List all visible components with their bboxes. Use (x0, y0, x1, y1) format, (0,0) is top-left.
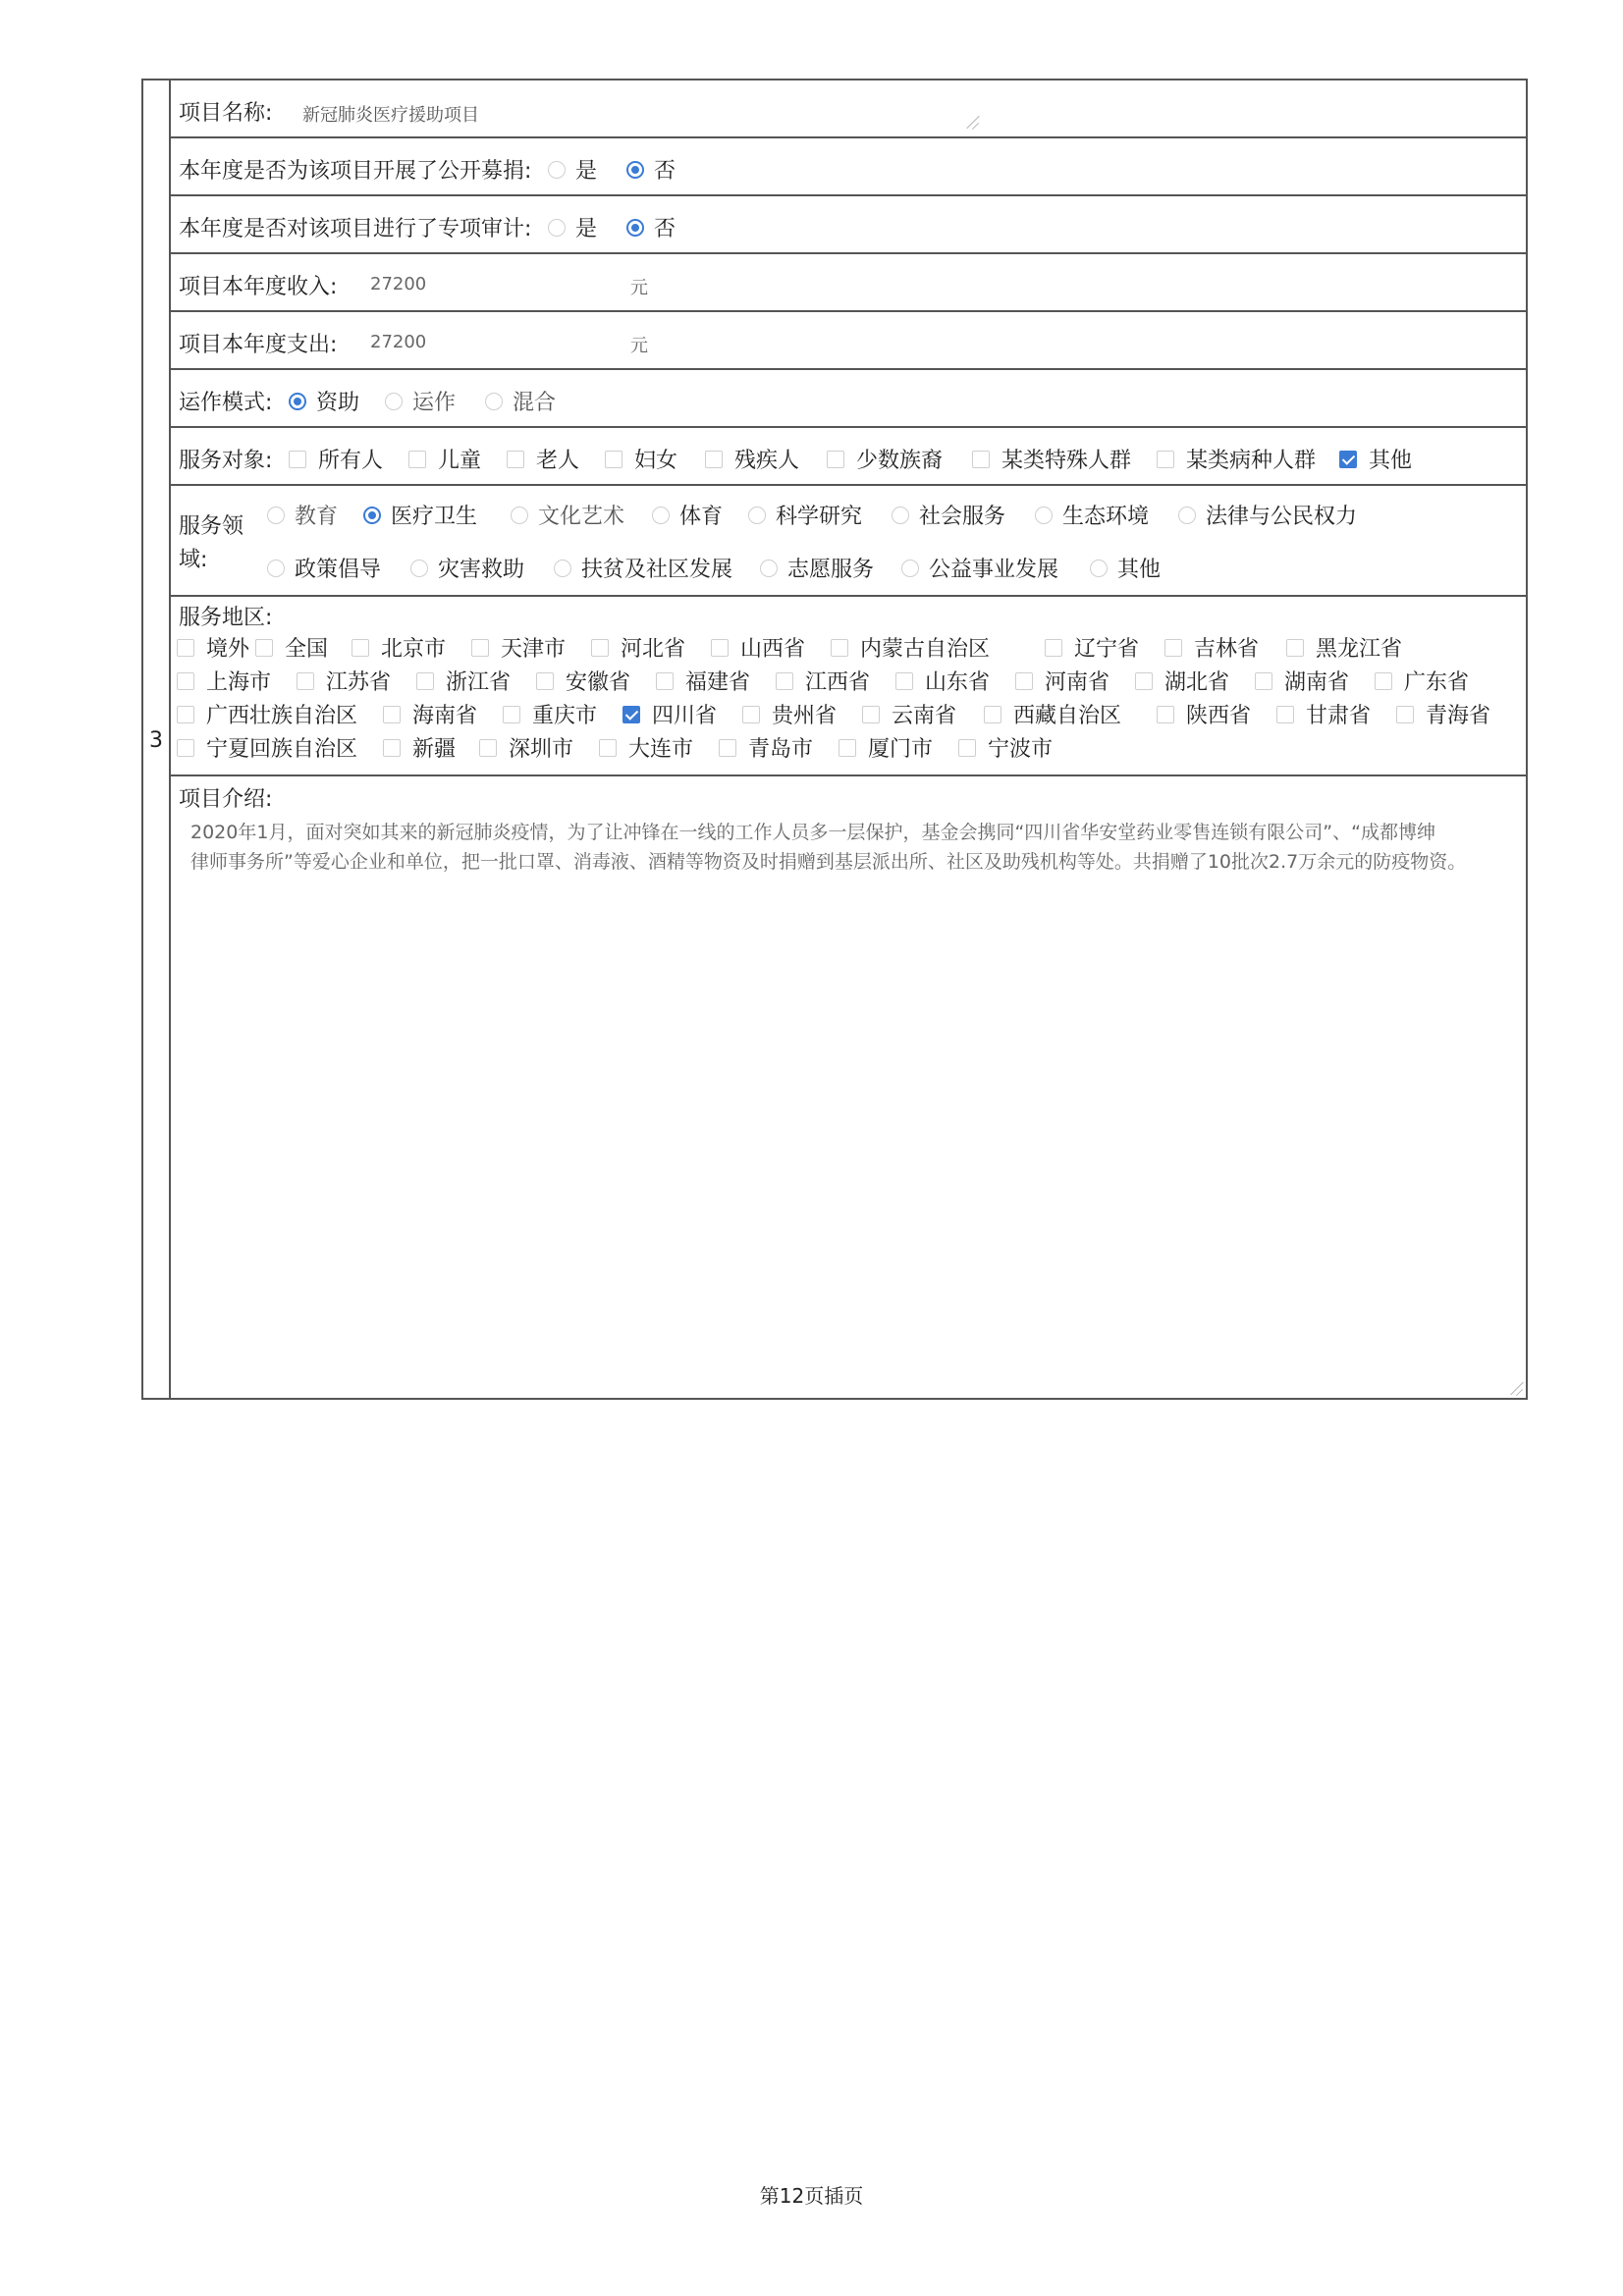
checkbox-icon (536, 672, 554, 690)
checkbox-icon (177, 706, 194, 723)
operation-mode-option-operate[interactable]: 运作 (385, 386, 456, 416)
field-option-disaster-relief[interactable]: 灾害救助 (410, 553, 524, 583)
public-fundraising-label: 本年度是否为该项目开展了公开募捐: (179, 159, 532, 184)
target-option-women[interactable]: 妇女 (605, 444, 677, 474)
region-option-beijing[interactable]: 北京市 (352, 632, 446, 663)
income-label: 项目本年度收入: (179, 275, 338, 299)
special-audit-row (171, 196, 1526, 254)
region-option-dalian[interactable]: 大连市 (599, 732, 693, 763)
field-option-research[interactable]: 科学研究 (748, 500, 862, 530)
region-option-anhui[interactable]: 安徽省 (536, 666, 630, 696)
checkbox-icon (177, 739, 194, 757)
checkbox-icon (1015, 672, 1033, 690)
service-field-label-line1: 服务领 (179, 514, 244, 539)
checkbox-icon (507, 451, 524, 468)
special-audit-option-no[interactable]: 否 (626, 212, 676, 242)
radio-icon (1178, 507, 1196, 524)
checkbox-icon (408, 451, 426, 468)
checkbox-icon (1045, 639, 1062, 657)
region-option-hubei[interactable]: 湖北省 (1135, 666, 1229, 696)
checkbox-icon (1276, 706, 1294, 723)
operation-mode-label: 运作模式: (179, 391, 273, 415)
expense-row (171, 312, 1526, 370)
service-region-label: 服务地区: (179, 606, 273, 630)
income-unit: 元 (630, 278, 648, 298)
target-option-children[interactable]: 儿童 (408, 444, 481, 474)
field-option-law-civil-rights[interactable]: 法律与公民权力 (1178, 500, 1357, 530)
checkbox-icon (289, 451, 306, 468)
region-option-jiangxi[interactable]: 江西省 (776, 666, 870, 696)
radio-selected-icon (363, 507, 381, 524)
region-option-hainan[interactable]: 海南省 (383, 699, 477, 729)
radio-icon (267, 507, 285, 524)
checkbox-icon (984, 706, 1001, 723)
checkbox-icon (705, 451, 723, 468)
region-option-national[interactable]: 全国 (255, 632, 328, 663)
special-audit-option-yes[interactable]: 是 (548, 212, 597, 242)
region-option-hebei[interactable]: 河北省 (591, 632, 685, 663)
radio-icon (548, 219, 566, 237)
checkbox-icon (352, 639, 369, 657)
checkbox-icon (605, 451, 622, 468)
checkbox-icon (958, 739, 976, 757)
region-option-inner-mongolia[interactable]: 内蒙古自治区 (831, 632, 990, 663)
public-fundraising-option-no[interactable]: 否 (626, 154, 676, 185)
checkbox-icon (177, 672, 194, 690)
checkbox-icon (479, 739, 497, 757)
expense-unit: 元 (630, 336, 648, 356)
checkbox-icon (383, 706, 401, 723)
region-option-tianjin[interactable]: 天津市 (471, 632, 566, 663)
target-option-disabled[interactable]: 残疾人 (705, 444, 799, 474)
region-option-ningxia[interactable]: 宁夏回族自治区 (177, 732, 357, 763)
checkbox-icon (972, 451, 990, 468)
expense-label: 项目本年度支出: (179, 333, 338, 357)
radio-icon (901, 560, 919, 577)
field-option-sports[interactable]: 体育 (652, 500, 723, 530)
radio-selected-icon (626, 161, 644, 179)
region-option-guangdong[interactable]: 广东省 (1375, 666, 1469, 696)
operation-mode-option-mixed[interactable]: 混合 (485, 386, 556, 416)
radio-selected-icon (289, 393, 306, 410)
field-option-poverty-community[interactable]: 扶贫及社区发展 (554, 553, 732, 583)
page-footer: 第12页插页 (759, 2184, 864, 2208)
introduction-text-line1: 2020年1月，面对突如其来的新冠肺炎疫情，为了让冲锋在一线的工作人员多一层保护，基金会携同“四川省华安堂药业零售连锁有限公司”、“成都博绅 (190, 822, 1435, 843)
field-option-medical[interactable]: 医疗卫生 (363, 500, 477, 530)
radio-icon (485, 393, 503, 410)
checkbox-icon (383, 739, 401, 757)
radio-icon (511, 507, 528, 524)
radio-icon (554, 560, 571, 577)
checkbox-icon (1157, 706, 1174, 723)
target-option-all[interactable]: 所有人 (289, 444, 383, 474)
checkbox-icon (862, 706, 880, 723)
resize-handle-icon[interactable] (1508, 1380, 1524, 1396)
target-option-other[interactable]: 其他 (1339, 444, 1412, 474)
checkbox-icon (719, 739, 736, 757)
checkbox-icon (1157, 451, 1174, 468)
introduction-text-line2: 律师事务所”等爱心企业和单位，把一批口罩、消毒液、酒精等物资及时捐赠到基层派出所、社区及助残机构等处。共捐赠了10批次2.7万余元的防疫物资。 (190, 851, 1467, 873)
public-fundraising-option-yes[interactable]: 是 (548, 154, 597, 185)
radio-icon (548, 161, 566, 179)
project-form-table (141, 79, 1528, 1400)
region-option-shanghai[interactable]: 上海市 (177, 666, 271, 696)
resize-handle-icon[interactable] (964, 114, 980, 130)
income-row (171, 254, 1526, 312)
region-option-fujian[interactable]: 福建省 (656, 666, 750, 696)
field-option-policy-advocacy[interactable]: 政策倡导 (267, 553, 381, 583)
operation-mode-option-grant[interactable]: 资助 (289, 386, 359, 416)
checkbox-checked-icon (1339, 451, 1357, 468)
service-field-row (171, 486, 1526, 597)
target-option-minority[interactable]: 少数族裔 (827, 444, 943, 474)
checkbox-icon (503, 706, 520, 723)
region-option-chongqing[interactable]: 重庆市 (503, 699, 597, 729)
region-option-qingdao[interactable]: 青岛市 (719, 732, 813, 763)
checkbox-icon (831, 639, 848, 657)
region-option-liaoning[interactable]: 辽宁省 (1045, 632, 1139, 663)
checkbox-icon (255, 639, 273, 657)
region-option-shaanxi[interactable]: 陕西省 (1157, 699, 1251, 729)
radio-icon (267, 560, 285, 577)
service-target-label: 服务对象: (179, 449, 273, 473)
checkbox-icon (1396, 706, 1414, 723)
row-number: 3 (149, 728, 163, 753)
field-option-education[interactable]: 教育 (267, 500, 338, 530)
checkbox-icon (1164, 639, 1182, 657)
field-option-ecology[interactable]: 生态环境 (1035, 500, 1149, 530)
checkbox-icon (1255, 672, 1272, 690)
region-option-shenzhen[interactable]: 深圳市 (479, 732, 573, 763)
radio-icon (892, 507, 909, 524)
region-option-guangxi[interactable]: 广西壮族自治区 (177, 699, 357, 729)
introduction-label: 项目介绍: (179, 787, 273, 812)
field-option-culture-art[interactable]: 文化艺术 (511, 500, 624, 530)
checkbox-icon (827, 451, 844, 468)
radio-selected-icon (626, 219, 644, 237)
checkbox-icon (599, 739, 617, 757)
checkbox-icon (1375, 672, 1392, 690)
checkbox-icon (471, 639, 489, 657)
target-option-disease-group[interactable]: 某类病种人群 (1157, 444, 1316, 474)
checkbox-icon (1135, 672, 1153, 690)
field-option-other[interactable]: 其他 (1090, 553, 1161, 583)
expense-field[interactable]: 27200 (370, 332, 427, 352)
introduction-textarea[interactable] (190, 818, 1502, 877)
checkbox-icon (742, 706, 760, 723)
region-option-henan[interactable]: 河南省 (1015, 666, 1109, 696)
target-option-special-group[interactable]: 某类特殊人群 (972, 444, 1131, 474)
radio-icon (385, 393, 403, 410)
checkbox-icon (591, 639, 609, 657)
region-option-shanxi[interactable]: 山西省 (711, 632, 805, 663)
radio-icon (760, 560, 778, 577)
operation-mode-row (171, 370, 1526, 428)
service-target-row (171, 428, 1526, 486)
checkbox-icon (711, 639, 729, 657)
project-name-label: 项目名称: (179, 101, 273, 126)
public-fundraising-row (171, 138, 1526, 196)
region-option-qinghai[interactable]: 青海省 (1396, 699, 1490, 729)
checkbox-icon (895, 672, 913, 690)
region-option-jilin[interactable]: 吉林省 (1164, 632, 1259, 663)
radio-icon (748, 507, 766, 524)
radio-icon (652, 507, 670, 524)
radio-icon (410, 560, 428, 577)
field-option-volunteer[interactable]: 志愿服务 (760, 553, 874, 583)
field-option-public-welfare[interactable]: 公益事业发展 (901, 553, 1058, 583)
region-option-xinjiang[interactable]: 新疆 (383, 732, 456, 763)
region-option-tibet[interactable]: 西藏自治区 (984, 699, 1121, 729)
radio-icon (1090, 560, 1108, 577)
region-option-yunnan[interactable]: 云南省 (862, 699, 956, 729)
region-option-shandong[interactable]: 山东省 (895, 666, 990, 696)
service-region-row (171, 597, 1526, 776)
field-option-social-service[interactable]: 社会服务 (892, 500, 1005, 530)
region-option-zhejiang[interactable]: 浙江省 (416, 666, 511, 696)
region-option-guizhou[interactable]: 贵州省 (742, 699, 837, 729)
special-audit-label: 本年度是否对该项目进行了专项审计: (179, 217, 532, 241)
project-name-field[interactable]: 新冠肺炎医疗援助项目 (302, 105, 479, 126)
checkbox-icon (416, 672, 434, 690)
service-field-label-line2: 域: (179, 548, 208, 572)
income-field[interactable]: 27200 (370, 274, 427, 294)
region-option-gansu[interactable]: 甘肃省 (1276, 699, 1371, 729)
introduction-row (171, 776, 1526, 1398)
target-option-elderly[interactable]: 老人 (507, 444, 579, 474)
checkbox-icon (1286, 639, 1304, 657)
radio-icon (1035, 507, 1053, 524)
region-option-overseas[interactable]: 境外 (177, 632, 249, 663)
region-option-xiamen[interactable]: 厦门市 (839, 732, 933, 763)
region-option-jiangsu[interactable]: 江苏省 (297, 666, 391, 696)
checkbox-icon (776, 672, 793, 690)
region-option-sichuan[interactable]: 四川省 (622, 699, 717, 729)
region-option-ningbo[interactable]: 宁波市 (958, 732, 1053, 763)
checkbox-checked-icon (622, 706, 640, 723)
checkbox-icon (177, 639, 194, 657)
region-option-heilongjiang[interactable]: 黑龙江省 (1286, 632, 1402, 663)
checkbox-icon (656, 672, 674, 690)
region-option-hunan[interactable]: 湖南省 (1255, 666, 1349, 696)
project-name-row (171, 80, 1526, 138)
checkbox-icon (839, 739, 856, 757)
checkbox-icon (297, 672, 314, 690)
row-number-column (143, 80, 171, 1398)
